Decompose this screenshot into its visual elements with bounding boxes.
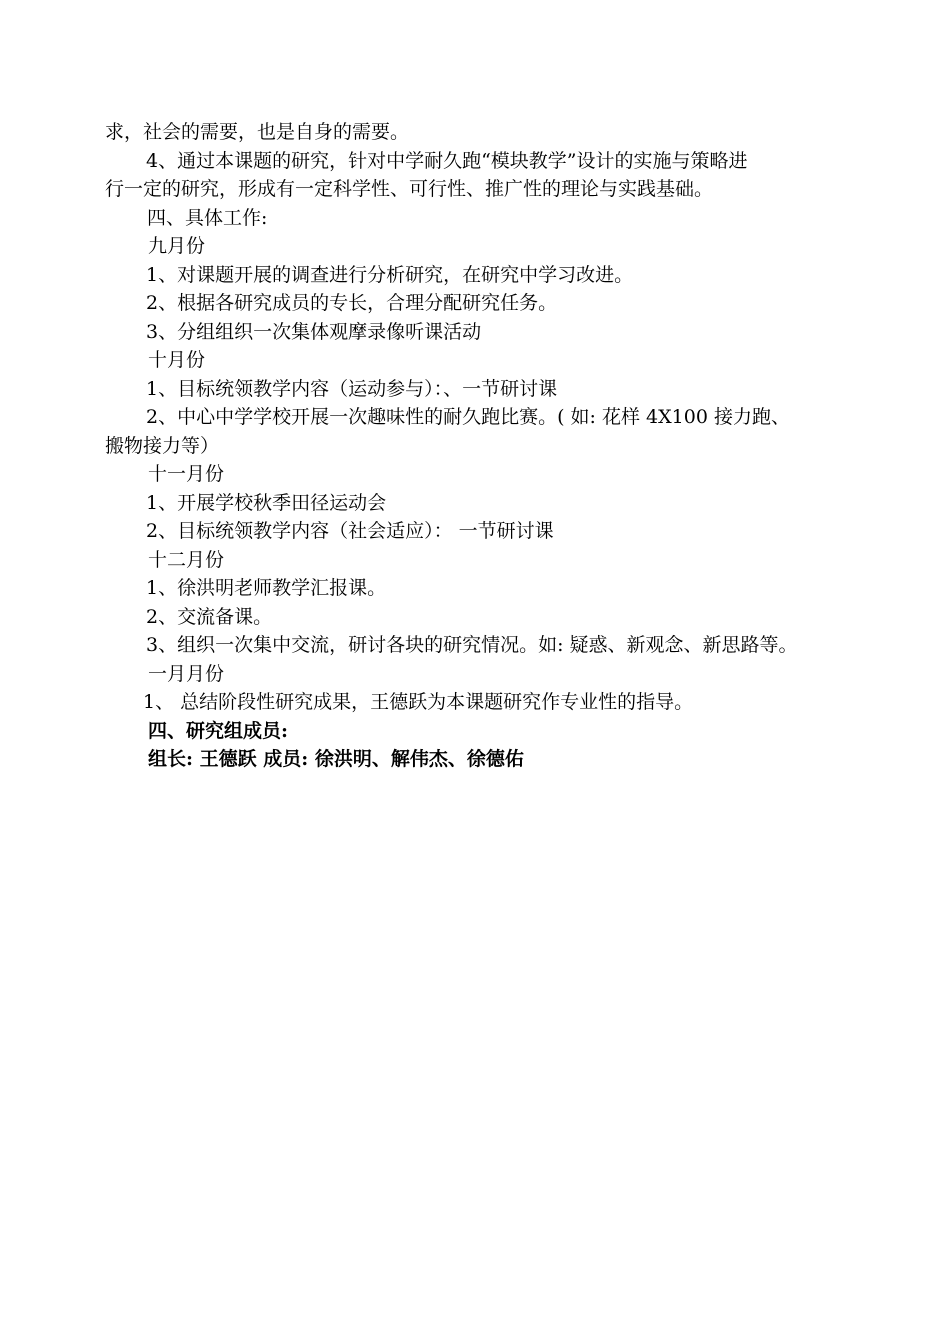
month-heading: 九月份 [148, 235, 206, 257]
month-heading: 一月月份 [148, 663, 225, 685]
list-item: 1、对课题开展的调查进行分析研究，在研究中学习改进。 [146, 264, 634, 286]
list-item: 3、分组组织一次集体观摩录像听课活动 [146, 321, 482, 343]
paragraph-line: 4、通过本课题的研究，针对中学耐久跑“模块教学”设计的实施与策略进 [146, 150, 748, 172]
list-item: 1、 总结阶段性研究成果，王德跃为本课题研究作专业性的指导。 [143, 691, 694, 713]
list-item: 2、目标统领教学内容（社会适应）： 一节研讨课 [146, 520, 554, 542]
list-item: 2、中心中学学校开展一次趣味性的耐久跑比赛。( 如: 花样 4X100 接力跑、 [146, 406, 790, 428]
list-item: 2、根据各研究成员的专长，合理分配研究任务。 [146, 292, 558, 314]
paragraph-line: 求，社会的需要，也是自身的需要。 [105, 121, 410, 143]
members-line: 组长: 王德跃 成员: 徐洪明、解伟杰、徐德佑 [148, 748, 524, 770]
paragraph-line: 行一定的研究，形成有一定科学性、可行性、推广性的理论与实践基础。 [105, 178, 714, 200]
list-item: 2、交流备课。 [146, 606, 273, 628]
section-heading: 四、研究组成员: [148, 720, 289, 742]
list-item: 3、组织一次集中交流，研讨各块的研究情况。如: 疑惑、新观念、新思路等。 [146, 634, 798, 656]
month-heading: 十一月份 [148, 463, 225, 485]
list-item-continued: 搬物接力等） [105, 435, 220, 457]
section-heading: 四、具体工作: [147, 207, 268, 229]
list-item: 1、徐洪明老师教学汇报课。 [146, 577, 387, 599]
month-heading: 十二月份 [148, 549, 225, 571]
list-item: 1、目标统领教学内容（运动参与）：、一节研讨课 [146, 378, 558, 400]
month-heading: 十月份 [148, 349, 206, 371]
list-item: 1、开展学校秋季田径运动会 [146, 492, 387, 514]
